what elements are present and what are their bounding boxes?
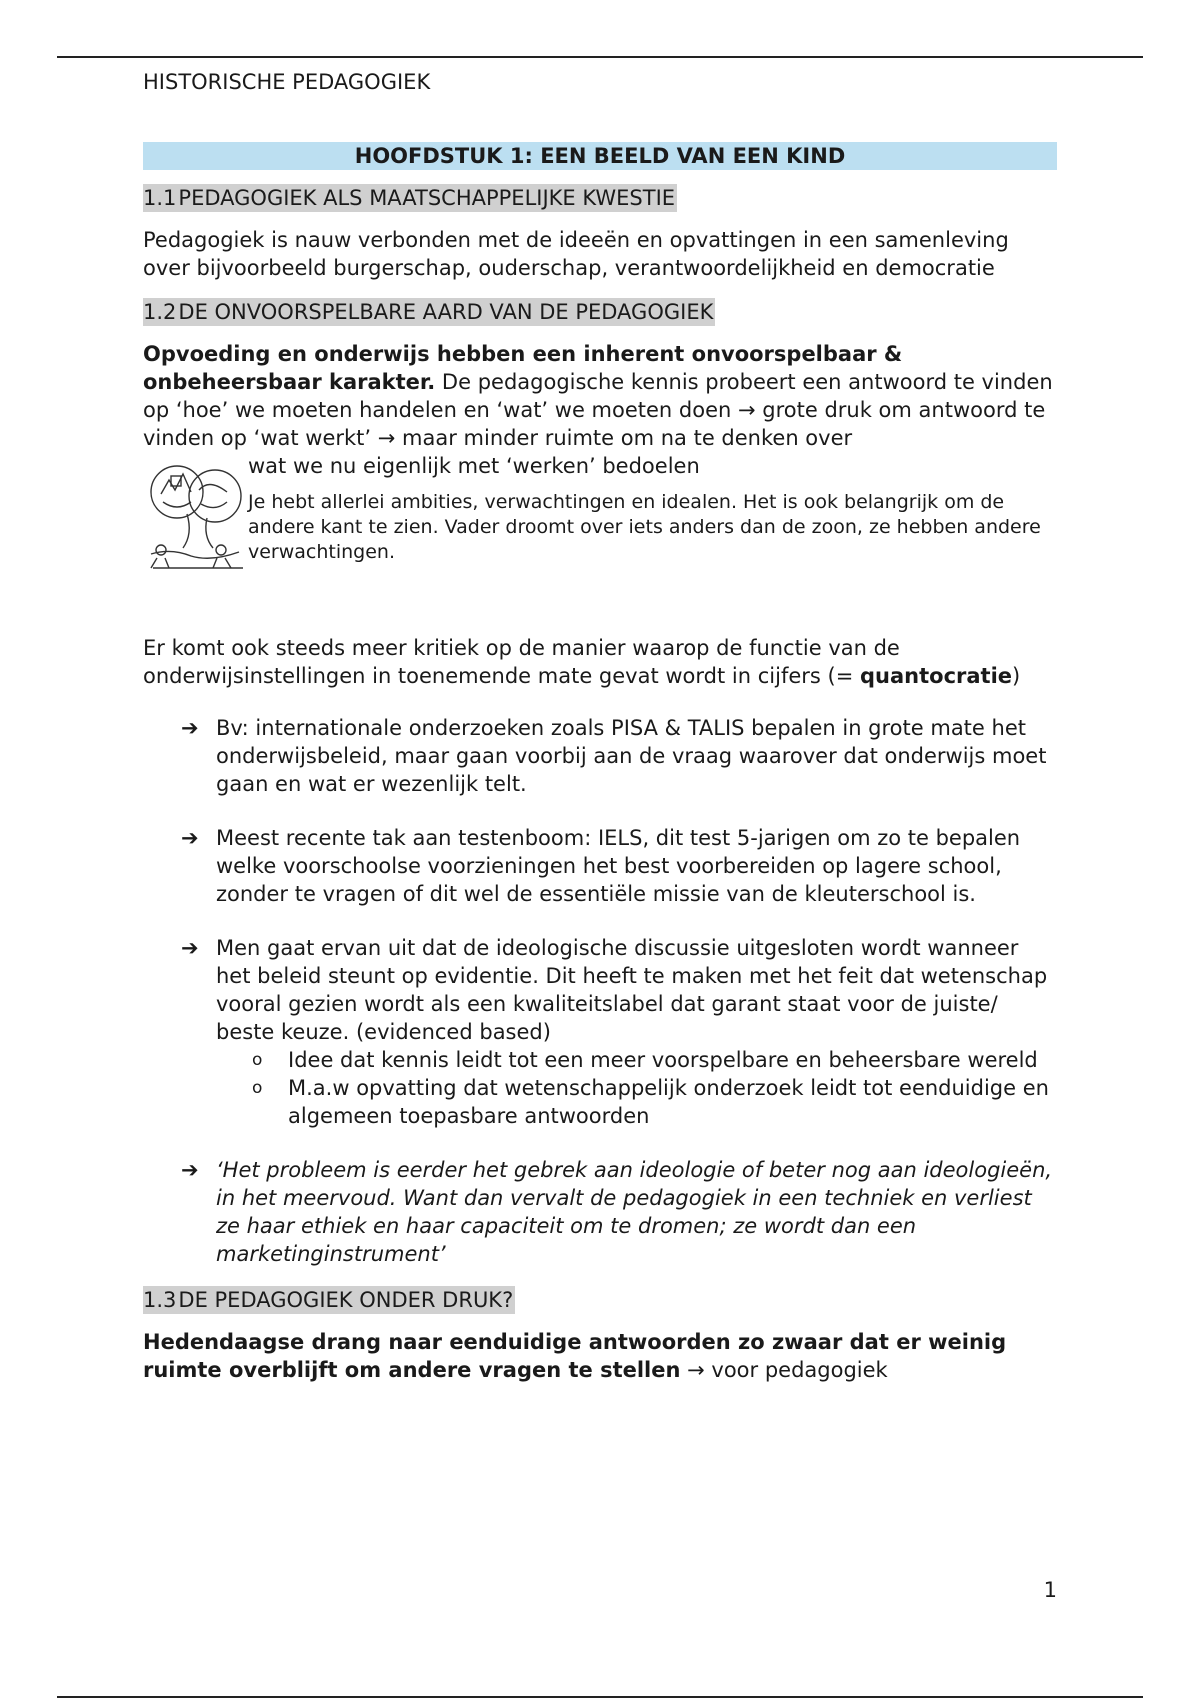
section-heading-1-3 [143, 1286, 515, 1314]
cartoon-illustration [143, 454, 248, 574]
list-item [143, 934, 1057, 1130]
list-item [143, 1156, 1057, 1268]
circle-bullet-icon: o [252, 1050, 263, 1070]
bold-lead: Hedendaagse drang naar eenduidige antwoorden zo zwaar dat er weinig ruimte overblijft om andere vragen te stellen [143, 1330, 1007, 1382]
paragraph-text: → voor pedagogiek [680, 1358, 888, 1382]
list-item [143, 714, 1057, 798]
figure-caption: Je hebt allerlei ambities, verwachtingen en idealen. Het is ook belangrijk om de andere kant te zien. Vader droomt over iets anders dan de zoon, ze hebben andere verwachtingen. [248, 491, 1041, 563]
section-number: 1.2 [143, 300, 177, 324]
bold-term: quantocratie [860, 664, 1013, 688]
figure-text [248, 452, 1057, 574]
arrow-list [143, 714, 1057, 1268]
paragraph-text-end: ) [1012, 664, 1021, 688]
running-head: HISTORISCHE PEDAGOGIEK [143, 70, 431, 94]
top-rule [57, 56, 1143, 58]
section-title: DE ONVOORSPELBARE AARD VAN DE PEDAGOGIEK [178, 300, 714, 324]
list-item [143, 824, 1057, 908]
arrow-icon: ➔ [181, 826, 199, 850]
sub-list-item-text: Idee dat kennis leidt tot een meer voorspelbare en beheersbare wereld [288, 1048, 1038, 1072]
paragraph-onder-druk [143, 1328, 1057, 1384]
paragraph-pedagogiek: Pedagogiek is nauw verbonden met de ideeën en opvattingen in een samenleving over bijvoorbeeld burgerschap, ouderschap, verantwoordelijkheid en democratie [143, 228, 1009, 280]
paragraph-text: Er komt ook steeds meer kritiek op de manier waarop de functie van de onderwijsinstellingen in toenemende mate gevat wordt in cijfers (= [143, 636, 900, 688]
section-title: PEDAGOGIEK ALS MAATSCHAPPELIJKE KWESTIE [178, 186, 676, 210]
sub-list [216, 1046, 1057, 1130]
page-body [143, 68, 1057, 1400]
list-item-text: Bv: internationale onderzoeken zoals PISA & TALIS bepalen in grote mate het onderwijsbeleid, maar gaan voorbij aan de vraag waarover dat onderwijs moet gaan en wat er wezenlijk telt. [216, 716, 1047, 796]
arrow-icon: ➔ [181, 716, 199, 740]
paragraph-tail: wat we nu eigenlijk met ‘werken’ bedoelen [248, 454, 700, 478]
section-number: 1.1 [143, 186, 177, 210]
section-heading-1-1 [143, 184, 677, 212]
circle-bullet-icon: o [252, 1078, 263, 1098]
bold-lead: Opvoeding en onderwijs hebben een inherent onvoorspelbaar & onbeheersbaar karakter. [143, 342, 903, 394]
sub-list-item [216, 1046, 1057, 1074]
paragraph-quantocratie [143, 634, 1057, 690]
page-number: 1 [1043, 1578, 1057, 1602]
bottom-rule [57, 1696, 1143, 1698]
arrow-icon: ➔ [181, 1158, 199, 1182]
list-item-text: Men gaat ervan uit dat de ideologische discussie uitgesloten wordt wanneer het beleid steunt op evidentie. Dit heeft te maken met het feit dat wetenschap vooral gezien wordt als een kwaliteitslabel dat garant staat voor de juiste/ beste keuze. (evidenced based) [216, 936, 1048, 1044]
section-number: 1.3 [143, 1288, 177, 1312]
section-title: DE PEDAGOGIEK ONDER DRUK? [178, 1288, 514, 1312]
chapter-title: HOOFDSTUK 1: EEN BEELD VAN EEN KIND [143, 142, 1057, 170]
arrow-icon: ➔ [181, 936, 199, 960]
paragraph-text: De pedagogische kennis probeert een antwoord te vinden op ‘hoe’ we moeten handelen en ‘wat’ we moeten doen → grote druk om antwoord te vinden op ‘wat werkt’ → maar minder ruimte om na te denken over [143, 370, 1053, 450]
sub-list-item [216, 1074, 1057, 1130]
sub-list-item-text: M.a.w opvatting dat wetenschappelijk onderzoek leidt tot eenduidige en algemeen toepasbare antwoorden [288, 1076, 1049, 1128]
section-heading-1-2 [143, 298, 715, 326]
list-item-text: ‘Het probleem is eerder het gebrek aan ideologie of beter nog aan ideologieën, in het meervoud. Want dan vervalt de pedagogiek in een techniek en verliest ze haar ethiek en haar capaciteit om te dromen; ze wordt dan een marketinginstrument’ [216, 1158, 1053, 1266]
figure-block [143, 452, 1057, 574]
list-item-text: Meest recente tak aan testenboom: IELS, dit test 5-jarigen om zo te bepalen welke voorschoolse voorzieningen het best voorbereiden op lagere school, zonder te vragen of dit wel de essentiële missie van de kleuterschool is. [216, 826, 1021, 906]
paragraph-onvoorspelbaar [143, 340, 1057, 452]
